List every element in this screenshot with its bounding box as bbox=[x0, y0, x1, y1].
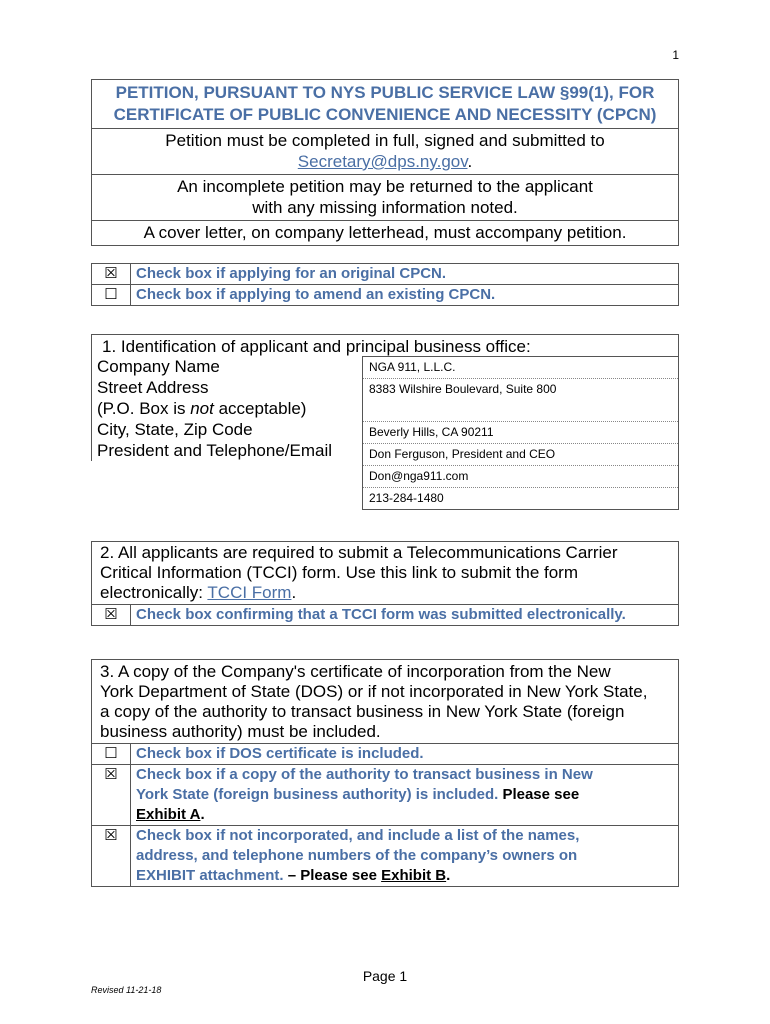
street-address-field[interactable]: 8383 Wilshire Boulevard, Suite 800 bbox=[363, 378, 678, 421]
company-name-field[interactable]: NGA 911, L.L.C. bbox=[363, 356, 678, 378]
instr2-line2: with any missing information noted. bbox=[252, 198, 518, 217]
section-1-labels bbox=[97, 356, 332, 461]
tcci-form-link[interactable]: TCCI Form bbox=[207, 583, 292, 602]
section-1-identification bbox=[91, 334, 679, 505]
footer-page-number: Page 1 bbox=[362, 968, 408, 984]
exhibit-a-note: Please see bbox=[498, 786, 580, 803]
title-line-2: CERTIFICATE OF PUBLIC CONVENIENCE AND NECESSITY (CPCN) bbox=[113, 105, 657, 124]
foreign-authority-row bbox=[92, 764, 678, 825]
tcci-confirm-checkbox[interactable]: ☒ bbox=[92, 605, 131, 625]
cpcn-amend-row bbox=[92, 284, 678, 305]
petition-title bbox=[92, 80, 678, 129]
cover-letter-notice: A cover letter, on company letterhead, must accompany petition. bbox=[92, 220, 678, 245]
exhibit-a-ref: Exhibit A bbox=[136, 806, 201, 823]
section-2-line3 bbox=[100, 583, 672, 603]
section-1-heading: 1. Identification of applicant and principal business office: bbox=[91, 334, 679, 358]
foreign-authority-line1: Check box if a copy of the authority to transact business in New bbox=[136, 766, 593, 783]
owners-list-label bbox=[131, 826, 678, 886]
foreign-authority-line2 bbox=[136, 785, 678, 805]
label-city-state-zip: City, State, Zip Code bbox=[97, 420, 253, 439]
dos-cert-label: Check box if DOS certificate is included. bbox=[136, 745, 424, 762]
cpcn-type-box bbox=[91, 263, 679, 306]
section-3-incorporation bbox=[91, 659, 679, 887]
pobox-pre: (P.O. Box is bbox=[97, 399, 191, 418]
petition-header bbox=[91, 79, 679, 246]
section-3-line1: 3. A copy of the Company's certificate of incorporation from the New bbox=[100, 662, 611, 681]
section-2-line1: 2. All applicants are required to submit a Telecommunications Carrier bbox=[100, 543, 618, 562]
exhibit-b-note: – Please see bbox=[283, 867, 382, 884]
label-company-name: Company Name bbox=[97, 357, 220, 376]
section-2-line2: Critical Information (TCCI) form. Use this link to submit the form bbox=[100, 563, 579, 582]
email-field[interactable]: Don@nga911.com bbox=[363, 465, 678, 487]
pobox-not: not bbox=[190, 399, 214, 418]
tcci-confirm-row bbox=[92, 604, 678, 625]
foreign-authority-label bbox=[131, 765, 678, 825]
label-president: President and Telephone/Email bbox=[97, 441, 333, 460]
instr2-line1: An incomplete petition may be returned to the applicant bbox=[177, 177, 593, 196]
section-3-line4: business authority) must be included. bbox=[100, 722, 381, 741]
owners-line3-text: EXHIBIT attachment. bbox=[136, 867, 284, 884]
owners-line2: address, and telephone numbers of the company’s owners on bbox=[136, 847, 578, 864]
page-number: 1 bbox=[672, 48, 679, 62]
instr1-line1: Petition must be completed in full, signed and submitted to bbox=[165, 131, 605, 150]
cpcn-original-label: Check box if applying for an original CPCN. bbox=[136, 265, 447, 282]
exhibit-a-end: . bbox=[200, 806, 205, 823]
dos-cert-checkbox[interactable]: ☐ bbox=[92, 744, 131, 764]
section-1-values bbox=[362, 356, 679, 510]
pobox-post: acceptable) bbox=[213, 399, 307, 418]
foreign-authority-checkbox[interactable]: ☒ bbox=[92, 765, 131, 825]
section-2-text bbox=[92, 542, 678, 604]
secretary-email-link[interactable]: Secretary@dps.ny.gov bbox=[297, 152, 468, 171]
section-3-line2: York Department of State (DOS) or if not incorporated in New York State, bbox=[100, 682, 648, 701]
exhibit-b-ref: Exhibit B bbox=[381, 867, 447, 884]
section-3-line3: a copy of the authority to transact business in New York State (foreign bbox=[100, 702, 625, 721]
label-pobox bbox=[97, 398, 332, 419]
cpcn-original-checkbox[interactable]: ☒ bbox=[92, 264, 131, 284]
president-field[interactable]: Don Ferguson, President and CEO bbox=[363, 443, 678, 465]
owners-line3 bbox=[136, 866, 678, 886]
section-3-text bbox=[92, 660, 678, 743]
exhibit-b-end: . bbox=[446, 867, 451, 884]
title-line-1: PETITION, PURSUANT TO NYS PUBLIC SERVICE LAW §99(1), FOR bbox=[115, 83, 655, 102]
label-street-address: Street Address bbox=[97, 378, 209, 397]
cpcn-original-row bbox=[92, 264, 678, 284]
incomplete-notice bbox=[92, 174, 678, 220]
city-state-zip-field[interactable]: Beverly Hills, CA 90211 bbox=[363, 421, 678, 443]
cpcn-amend-checkbox[interactable]: ☐ bbox=[92, 285, 131, 305]
revised-date: Revised 11-21-18 bbox=[91, 985, 162, 995]
submission-instructions bbox=[92, 129, 678, 174]
exhibit-a-line bbox=[136, 805, 678, 825]
tcci-confirm-label: Check box confirming that a TCCI form was submitted electronically. bbox=[136, 606, 626, 623]
owners-list-row bbox=[92, 825, 678, 886]
section-2-tcci bbox=[91, 541, 679, 626]
cpcn-amend-label: Check box if applying to amend an existing CPCN. bbox=[136, 286, 496, 303]
instr1-end: . bbox=[467, 152, 473, 171]
phone-field[interactable]: 213-284-1480 bbox=[363, 487, 678, 509]
owners-line1: Check box if not incorporated, and include a list of the names, bbox=[136, 827, 580, 844]
line3-post: . bbox=[291, 583, 297, 602]
dos-cert-row bbox=[92, 743, 678, 764]
owners-list-checkbox[interactable]: ☒ bbox=[92, 826, 131, 886]
foreign-authority-line2-text: York State (foreign business authority) is included. bbox=[136, 786, 499, 803]
line3-pre: electronically: bbox=[100, 583, 208, 602]
